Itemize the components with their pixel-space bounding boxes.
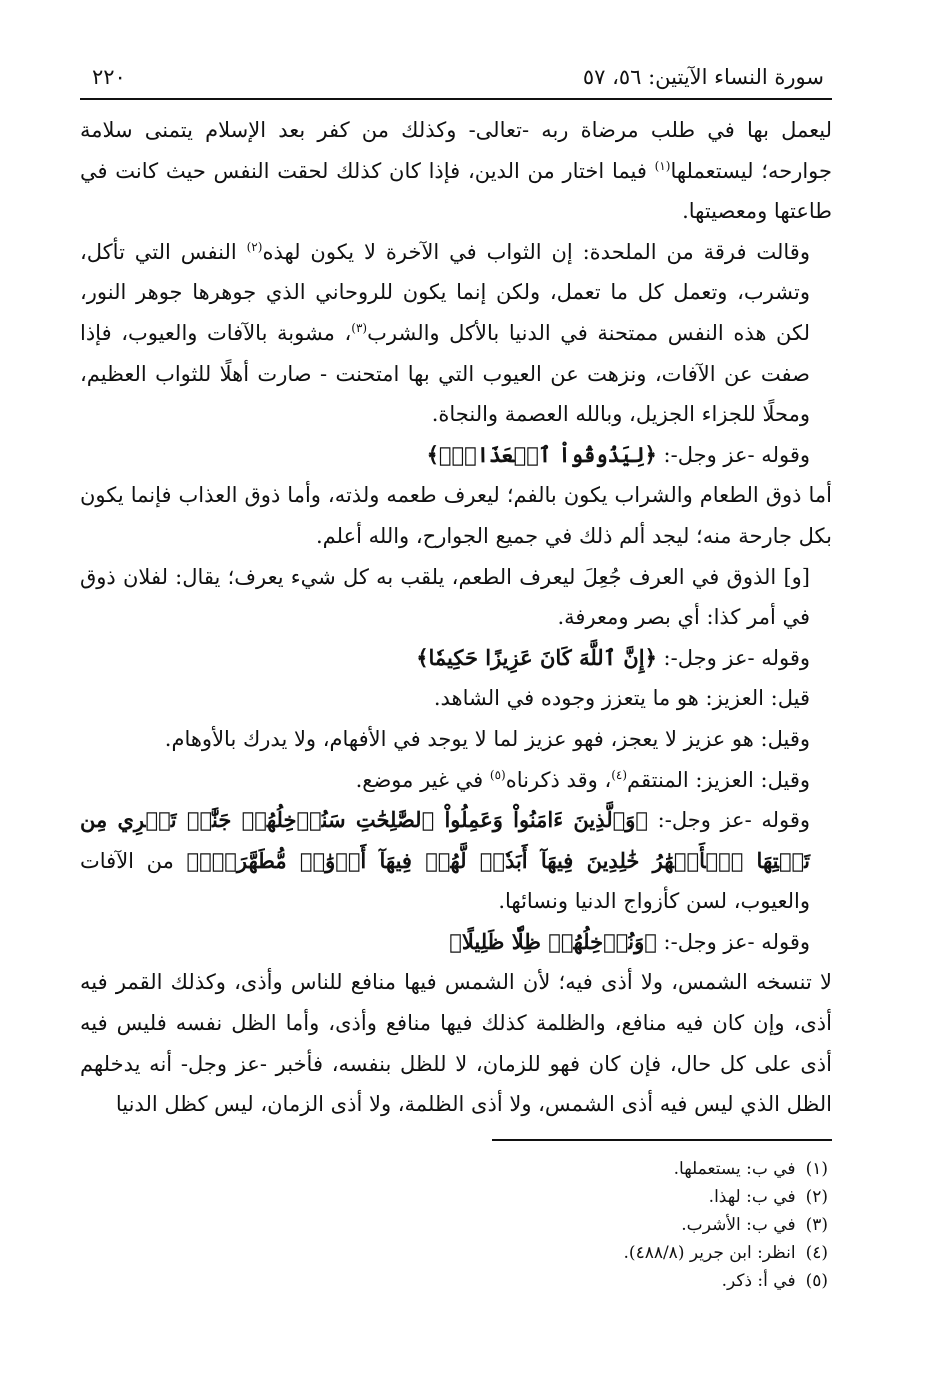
text-run: لا تنسخه الشمس، ولا أذى فيه؛ لأن الشمس فيها منافع للناس وأذى، وكذلك القمر فيه أذى، وإن كان فيه منافع، والظلمة كذلك فيها منافع وأذى، وأما الظل نفسه فليس فيه أذى على كل حال، فإن كان فهو للزمان، لا للظل بنفسه، فأخبر -عز وجل- أنه يدخلهم الظل الذي ليس فيه أذى الشمس، ولا أذى الظلمة، ولا أذى الزمان، ليس كظل الدنيا: [80, 970, 832, 1117]
footnote-number: (٢): [805, 1186, 828, 1207]
paragraph: [80, 922, 832, 963]
footnote-reference: (١): [654, 158, 671, 173]
text-run: أما ذوق الطعام والشراب يكون بالفم؛ ليعرف طعمه ولذته، وأما ذوق العذاب فإنما يكون بكل جارحة منه؛ ليجد ألم ذلك في جميع الجوارح، والله أعلم.: [80, 483, 832, 548]
paragraph: [80, 719, 832, 760]
footnote-text: في ب: الأشرب.: [681, 1214, 796, 1235]
footnote-number: (٤): [805, 1242, 828, 1263]
footnote-text: في ب: لهذا.: [708, 1186, 796, 1207]
footnote-reference: (٢): [246, 239, 263, 254]
footnote-text: في أ: ذكر.: [721, 1270, 796, 1291]
footnote-divider: [492, 1139, 832, 1141]
text-run: من الآفات والعيوب، لسن كأزواج الدنيا ونسائها.: [80, 848, 810, 914]
text-run: قيل: العزيز: هو ما يتعزز وجوده في الشاهد.: [433, 686, 810, 711]
text-run: [و] الذوق في العرف جُعِلَ ليعرف الطعم، يلقب به كل شيء يعرف؛ يقال: لفلان ذوق في أمر كذا: أي بصر ومعرفة.: [80, 564, 810, 630]
footnote-text: في ب: يستعملها.: [673, 1158, 796, 1179]
quran-verse: ﴿إِنَّ ٱللَّهَ كَانَ عَزِيزًا حَكِيمٗا﴾: [416, 644, 657, 670]
footnote-item: [80, 1183, 828, 1211]
text-run: ليعمل بها في طلب مرضاة ربه -تعالى- وكذلك من كفر بعد الإسلام يتمنى سلامة جوارحه؛ ليستعملها: [80, 118, 833, 183]
quran-verse: ﴿وَنُدۡخِلُهُمۡ ظِلّٗا ظَلِيلًا﴾: [449, 928, 657, 954]
footnote-item: [80, 1155, 828, 1183]
text-run: وقوله -عز وجل-:: [648, 808, 811, 833]
paragraph: [80, 678, 832, 719]
paragraph: [80, 435, 832, 476]
footnote-reference: (٣): [351, 320, 368, 335]
footnotes: [80, 1155, 832, 1295]
text-run: ، وقد ذكرناه: [505, 767, 612, 792]
paragraph: [80, 962, 832, 1124]
footnote-number: (٣): [805, 1214, 828, 1235]
text-run: النفس التي تأكل، وتشرب، وتعمل كل ما تعمل، ولكن إنما يكون للروحاني الذي جوهرها جوهر النور، لكن هذه النفس ممتحنة في الدنيا بالأكل والشرب: [80, 239, 810, 345]
main-text: [80, 110, 832, 1125]
paragraph: [80, 800, 832, 922]
paragraph: [80, 638, 832, 679]
text-run: وقوله -عز وجل-:: [656, 442, 810, 467]
text-run: وقوله -عز وجل-:: [656, 645, 810, 670]
paragraph: [80, 232, 832, 435]
text-run: وقوله -عز وجل-:: [656, 929, 810, 954]
footnote-reference: (٤): [611, 767, 628, 782]
footnote-item: [80, 1239, 828, 1267]
page-header: [80, 62, 832, 100]
footnote-text: انظر: ابن جرير (٤٨٨/٨).: [623, 1242, 796, 1263]
running-title: سورة النساء الآيتين: ٥٦، ٥٧: [582, 65, 824, 89]
footnote-number: (١): [805, 1158, 828, 1179]
paragraph: [80, 760, 832, 801]
text-run: في غير موضع.: [355, 767, 490, 792]
text-run: وقالت فرقة من الملحدة: إن الثواب في الآخرة لا يكون لهذه: [262, 239, 810, 264]
quran-verse: ﴿لِيَذُوقُواْ ٱلۡعَذَابَۗ﴾: [426, 441, 657, 467]
text-run: ، مشوبة بالآفات والعيوب، فإذا صفت عن الآفات، ونزهت عن العيوب التي بها امتحنت - صارت أهلًا للثواب العظيم، ومحلًا للجزاء الجزيل، وبالله العصمة والنجاة.: [80, 320, 810, 427]
footnote-item: [80, 1267, 828, 1295]
footnote-reference: (٥): [489, 767, 506, 782]
quran-verse: ﴿وَٱلَّذِينَ ءَامَنُواْ وَعَمِلُواْ ٱلصَّٰلِحَٰتِ سَنُدۡخِلُهُمۡ جَنَّٰتٖ تَجۡرِي مِن تَحۡتِهَا ٱلۡأَنۡهَٰرُ خَٰلِدِينَ فِيهَآ أَبَدٗاۖ لَّهُمۡ فِيهَآ أَزۡوَٰجٞ مُّطَهَّرَةٞۖ﴾: [80, 807, 811, 873]
paragraph: [80, 557, 832, 638]
text-run: وقيل: هو عزيز لا يعجز، فهو عزيز لما لا يوجد في الأفهام، ولا يدرك بالأوهام.: [164, 726, 810, 751]
text-run: وقيل: العزيز: المنتقم: [627, 767, 810, 792]
text-run: فيما اختار من الدين، فإذا كان كذلك لحقت النفس حيث كانت في طاعتها ومعصيتها.: [80, 158, 832, 224]
paragraph: [80, 110, 832, 232]
paragraph: [80, 475, 832, 556]
footnote-number: (٥): [805, 1270, 828, 1291]
footnote-item: [80, 1211, 828, 1239]
page-number: ٢٢٠: [92, 65, 126, 89]
